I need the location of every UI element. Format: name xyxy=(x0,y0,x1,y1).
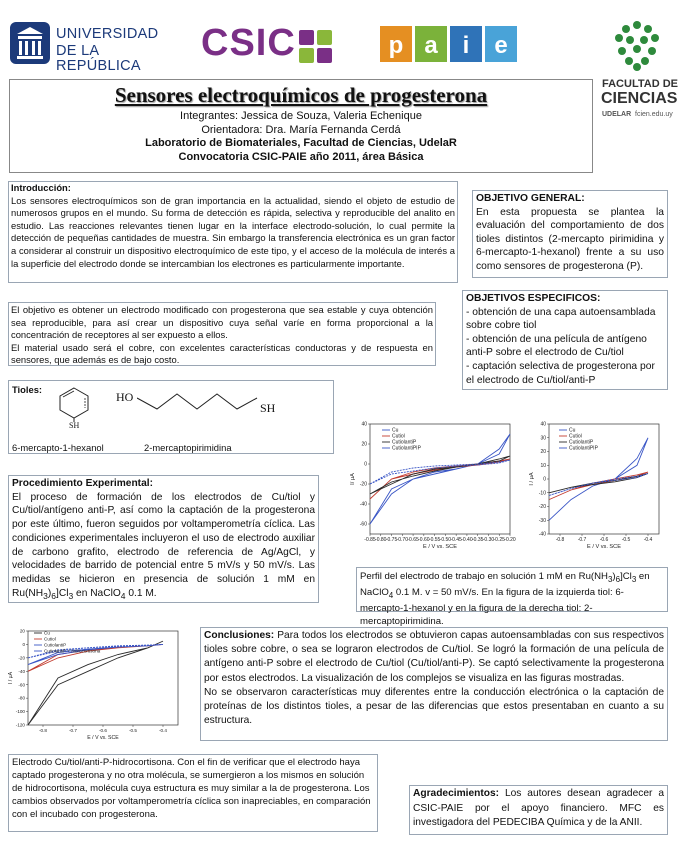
hydrocortisone-text: Electrodo Cu/tiol/anti-P-hidrocortisona. Con el fin de verificar que el electrodo haya captado progesterona y no otra molécula, se sumergieron a los mismos en solución de hidrocortisona, molécula cuya estructura es muy similar a la de progesterona. Los cambios observados por voltamperometría cíclica son inapreciables, en comparación con el incubado con progesterona. xyxy=(12,757,371,820)
acknowledgements-text: Los autores desean agradecer a CSIC-PAIE por el apoyo financiero. MFC es investigadora del PEDECIBA Química y de la ANII. xyxy=(413,788,664,828)
y-tick-label: -60 xyxy=(359,521,367,528)
procedure-text: El proceso de formación de los electrodos de Cu/tiol y Cu/tiol/antígeno anti-P, así como la captación de la progesterona por este último, fueron seguidos por voltamperometría cíclica. Las condiciones experimentales incluyeron el uso de electrodo auxiliar de carbono grafito, electrodo de referencia de Ag/AgCl, y velocidades de barrido de potencial entre 5 mV/s y 50 mV/s. Las medidas se hicieron en presencia de solución 1 mM en $Ru(NH_3)_6]Cl_3$ en NaClO$_4$ 0.1 M. xyxy=(12,491,315,601)
procedure-heading: Procedimiento Experimental: xyxy=(12,478,153,489)
y-tick-label: -30 xyxy=(538,517,546,524)
intro-text: Los sensores electroquímicos son de gran importancia en la actualidad, siendo el objeto de estudio de numerosos grupos en el mundo. Su forma de detección es rápida, selectiva y reproducible del analito en estudio. Las reacciones relevantes tienen lugar en la interface electrodo-solución, lo cual permite la detección de pequeñas cantidades de muestra. Sin embargo la transferencia electrónica es un gran factor a considerar al construir un dispositivo electroquímico de este tipo, y el acceso de la molécula de interés a la superficie del electrodo donde se intercambian los electrones es particularmente importante. xyxy=(11,194,455,269)
y-tick-label: -40 xyxy=(359,501,367,508)
facultad-ciencias-logo xyxy=(600,20,678,130)
cv-chart-hydrocortisone xyxy=(2,625,186,745)
general-objective-box xyxy=(472,190,668,278)
x-tick-label: -0.55 xyxy=(428,537,441,543)
fac-line-2: CIENCIAS xyxy=(601,90,678,107)
acknowledgements-heading: Agradecimientos: xyxy=(413,788,500,799)
x-tick-label: -0.6 xyxy=(99,728,107,733)
x-tick-label: -0.6 xyxy=(599,537,609,543)
y-tick-label: -20 xyxy=(538,504,546,511)
udelar-building-icon xyxy=(9,20,51,66)
csic-text: CSIC xyxy=(201,22,296,64)
specific-objective-3: - captación selectiva de progesterona por el electrodo de Cu/tiol/anti-P xyxy=(466,360,655,386)
advisor: Orientadora: Dra. María Fernanda Cerdá xyxy=(201,123,401,136)
hexanol-chain-icon xyxy=(137,389,267,419)
x-axis-label: E / V vs. SCE xyxy=(587,544,621,550)
x-axis-label: E / V vs. SCE xyxy=(87,735,119,741)
x-tick-label: -0.25 xyxy=(493,537,505,543)
y-axis-label: I/ µA xyxy=(350,473,356,485)
fac-sub-1: UDELAR xyxy=(602,111,632,118)
x-tick-label: -0.8 xyxy=(39,728,47,733)
y-tick-label: 10 xyxy=(540,462,546,469)
x-tick-label: -0.5 xyxy=(621,537,631,543)
general-objective-text: En esta propuesta se plantea la evaluación del comportamiento de dos tioles distintos (2-mercapto pirimidina y 6-mercapto-1-hexanol) frente a su uso como sensores de progesterona (P). xyxy=(476,206,664,272)
y-tick-label: -80 xyxy=(18,695,25,701)
members: Integrantes: Jessica de Souza, Valeria Echenique xyxy=(180,110,422,122)
fac-sub-2: fcien.edu.uy xyxy=(635,111,673,118)
csic-logo xyxy=(201,24,336,68)
conclusions-p1: Conclusiones: Para todos los electrodos se obtuvieron capas autoensambladas con sus respectivos tioles sobre cobre, o sea se lograron electrodos de Cu/tiol. Se logró la formación de una película de antígeno anti-P sobre el electrodo de Cu/tiol (Cu/tiol/anti-P). Se captó selectivamente la progesterona por estos electrodos. La visualización de los complejos se visualiza en las figuras mostradas. xyxy=(204,630,664,684)
hexanol-sh: SH xyxy=(260,401,276,415)
x-tick-label: -0.60 xyxy=(418,537,430,543)
paie-letter-e: e xyxy=(494,32,508,59)
y-tick-label: 20 xyxy=(361,441,367,448)
y-tick-label: 0 xyxy=(364,461,367,468)
y-tick-label: -100 xyxy=(15,709,25,715)
aim-box xyxy=(8,302,436,366)
specific-objectives-heading: OBJETIVOS ESPECIFICOS: xyxy=(466,293,601,304)
y-tick-label: -10 xyxy=(538,490,546,497)
legend-label: CutiolantiPIP xyxy=(392,445,421,452)
aim-p1: El objetivo es obtener un electrodo modificado con progesterona que sea estable y cuya obtención sea reproducible, para así crear un dispositivo cuya señal varíe en forma proporcional a la concentración de receptores al ser expuesto a ellos. xyxy=(11,304,433,341)
specific-objective-2: - obtención de una película de antígeno anti-P sobre el electrodo de Cu/tiol xyxy=(466,333,647,359)
poster-title: Sensores electroquímicos de progesterona xyxy=(114,83,488,107)
thiols-box xyxy=(8,380,334,454)
lab: Laboratorio de Biomateriales, Facultad de Ciencias, UdelaR xyxy=(145,137,457,149)
paie-tiles xyxy=(380,24,518,64)
label-pyrimidine: 2-mercaptopirimidina xyxy=(144,442,232,453)
plot-frame xyxy=(549,424,659,534)
x-tick-label: -0.4 xyxy=(159,728,167,733)
conclusions-p2: No se observaron características muy diferentes entre la conducción electrónica o la captación de proteínas de los distintos tioles, a pesar de las diferencias que estos presentaban en cuanto a su estructura. xyxy=(204,686,664,727)
hydrocortisone-box xyxy=(8,754,378,832)
hexanol-ho: HO xyxy=(116,390,134,404)
y-tick-label: -40 xyxy=(538,531,546,538)
legend-label: CutiolantiP + hidrocortisona xyxy=(44,648,101,654)
procedure-formula: $Ru(NH_3)_6]Cl_3$ en NaClO$_4$ 0.1 M. xyxy=(12,587,157,601)
figure-caption-box: Perfil del electrodo de trabajo en solución 1 mM en $Ru(NH_3)_6]Cl_3$ en NaClO$_4$ 0.1 M. v = 50 mV/s. En la figura de la izquierda tiol: 6-mercapto-1-hexanol y en la figura de la derecha tiol: 2-mercaptopirimidina. xyxy=(356,567,668,612)
acknowledgements-box xyxy=(409,785,668,835)
y-tick-label: 20 xyxy=(19,628,25,634)
legend-label: CutiolantiP xyxy=(569,439,594,446)
procedure-box xyxy=(8,475,319,603)
udelar-name-2: DE LA REPÚBLICA xyxy=(56,43,141,74)
paie-letter-p: p xyxy=(388,32,404,59)
x-tick-label: -0.70 xyxy=(396,537,409,543)
specific-objective-1: - obtención de una capa autoensamblada sobre cobre tiol xyxy=(466,306,656,332)
legend-label: Cutiol xyxy=(392,433,405,440)
x-tick-label: -0.45 xyxy=(450,537,462,543)
cv-chart-pyrimidine xyxy=(525,416,665,556)
x-tick-label: -0.5 xyxy=(129,728,137,733)
legend-label: Cutiol xyxy=(44,636,56,642)
y-tick-label: -120 xyxy=(15,722,25,728)
title-box xyxy=(9,79,593,173)
x-tick-label: -0.40 xyxy=(461,537,473,543)
x-tick-label: -0.7 xyxy=(577,537,587,543)
legend-label: CutiolantiP xyxy=(392,439,417,446)
x-tick-label: -0.35 xyxy=(471,537,484,543)
y-tick-label: -20 xyxy=(359,481,367,488)
general-objective-heading: OBJETIVO GENERAL: xyxy=(476,193,585,204)
fac-ciencias-emblem-icon xyxy=(612,20,662,72)
pyrimidine-sh: SH xyxy=(69,421,80,430)
y-axis-label: I / µA xyxy=(8,671,14,685)
cv-chart-hexanol xyxy=(342,416,516,556)
x-tick-label: -0.65 xyxy=(407,537,419,543)
paie-letter-a: a xyxy=(424,32,438,59)
legend-label: CutiolantiP xyxy=(44,642,67,648)
y-tick-label: 20 xyxy=(540,449,546,456)
x-tick-label: -0.4 xyxy=(643,537,653,543)
fac-line-1: FACULTAD DE xyxy=(602,78,678,90)
x-tick-label: -0.50 xyxy=(439,537,452,543)
x-tick-label: -0.80 xyxy=(375,537,387,543)
aim-p2: El material usado será el cobre, con excelentes características conductoras y de respuesta en sensores, que además es de bajo costo. xyxy=(11,341,433,366)
paie-letter-i: i xyxy=(462,32,470,59)
udelar-name-1: UNIVERSIDAD xyxy=(56,26,159,42)
y-tick-label: 0 xyxy=(543,476,546,483)
x-tick-label: -0.20 xyxy=(504,537,516,543)
x-tick-label: -0.30 xyxy=(482,537,495,543)
x-tick-label: -0.8 xyxy=(555,537,565,543)
x-tick-label: -0.7 xyxy=(69,728,77,733)
y-tick-label: -40 xyxy=(18,668,25,674)
legend-label: Cutiol xyxy=(569,433,582,440)
y-tick-label: 0 xyxy=(22,642,25,648)
legend-label: Cu xyxy=(392,427,399,434)
intro-box xyxy=(8,181,458,283)
label-hexanol: 6-mercapto-1-hexanol xyxy=(12,442,104,453)
x-tick-label: -0.75 xyxy=(385,537,398,543)
legend-label: Cu xyxy=(569,427,576,434)
y-tick-label: 40 xyxy=(361,421,367,428)
thiols-heading: Tioles: xyxy=(12,384,43,395)
udelar-logo xyxy=(9,20,159,74)
csic-squares-icon xyxy=(299,30,333,64)
x-tick-label: -0.85 xyxy=(364,537,376,543)
call: Convocatoria CSIC-PAIE año 2011, área Básica xyxy=(178,150,424,163)
specific-objectives-box xyxy=(462,290,668,390)
x-axis-label: E / V vs. SCE xyxy=(423,544,457,550)
conclusions-box xyxy=(200,627,668,741)
paie-logo xyxy=(380,24,518,64)
y-tick-label: 30 xyxy=(540,435,546,442)
intro-heading: Introducción: xyxy=(11,182,71,193)
legend-label: Cu xyxy=(44,630,50,636)
y-tick-label: 40 xyxy=(540,421,546,428)
legend-label: CutiolantiPIP xyxy=(569,445,598,452)
y-tick-label: -60 xyxy=(18,682,25,688)
y-tick-label: -20 xyxy=(18,655,25,661)
y-axis-label: I / µA xyxy=(529,472,535,486)
